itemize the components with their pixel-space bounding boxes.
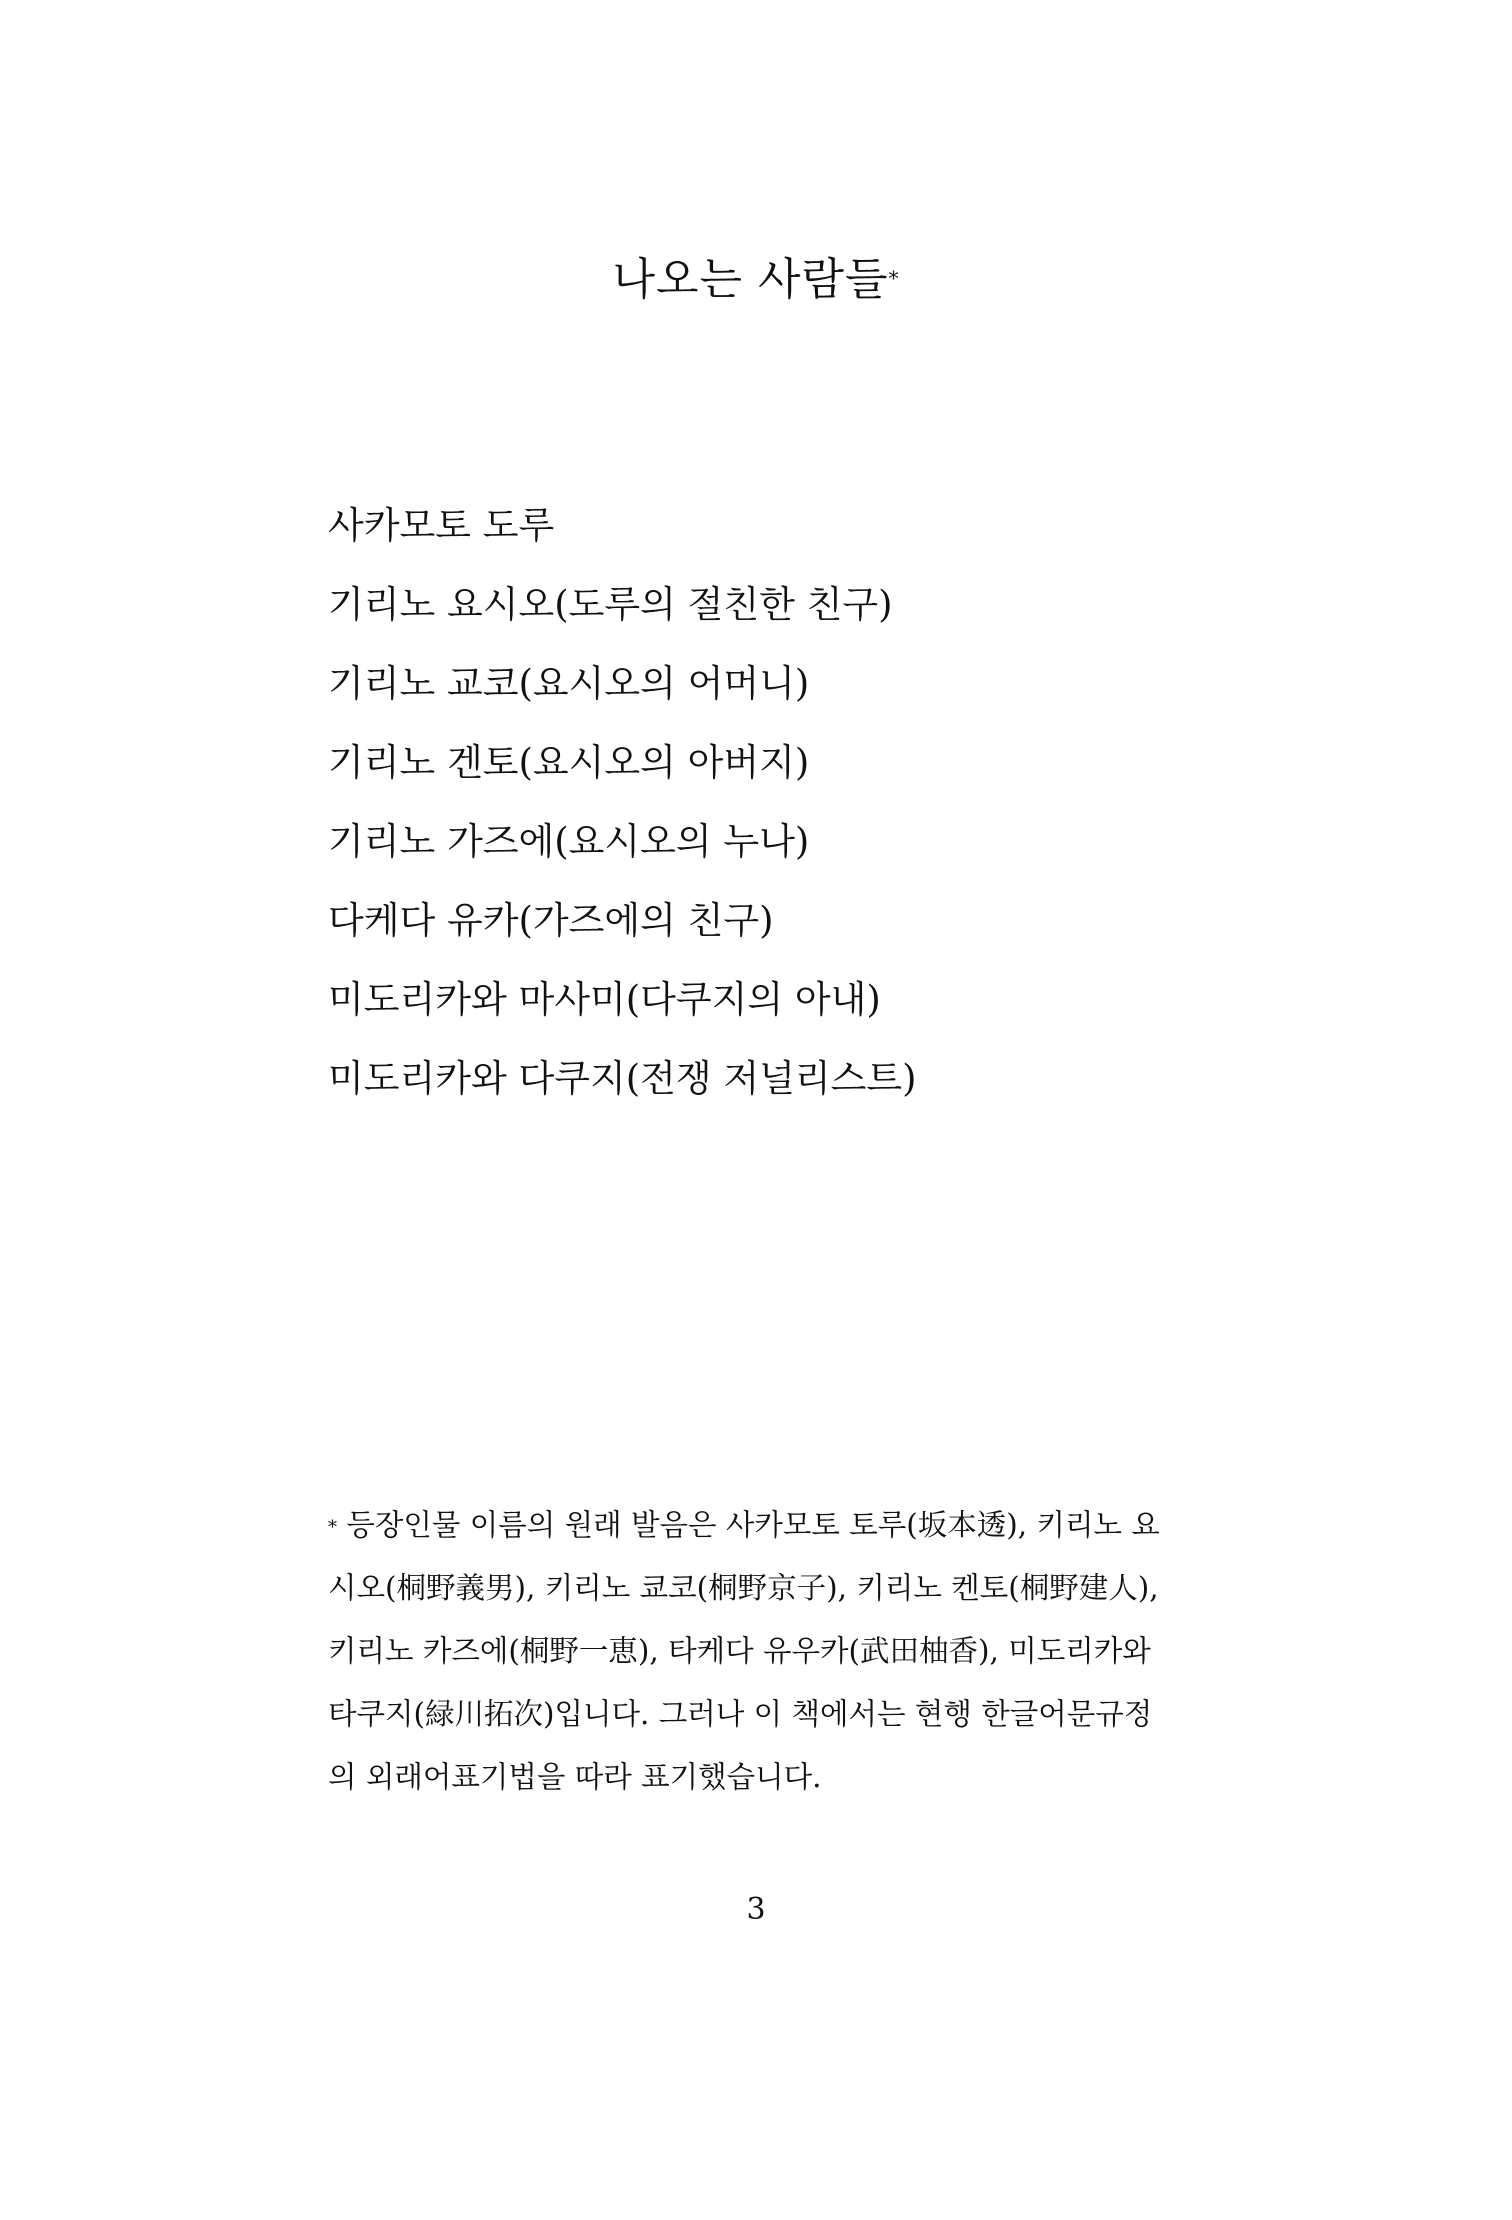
title-text: 나오는 사람들 — [612, 254, 889, 305]
footnote-line: 타쿠지(緑川拓次)입니다. 그러나 이 책에서는 현행 한글어문규정 — [328, 1697, 1153, 1731]
footnote-marker: * — [328, 1517, 337, 1538]
footnote-line: 시오(桐野義男), 키리노 쿄코(桐野京子), 키리노 켄토(桐野建人), — [328, 1571, 1159, 1605]
footnote-line: 의 외래어표기법을 따라 표기했습니다. — [328, 1760, 822, 1794]
page-title — [0, 250, 1512, 310]
character-entry: 미도리카와 다쿠지(전쟁 저널리스트) — [328, 1057, 917, 1100]
footnote-text: 등장인물 이름의 원래 발음은 사카모토 토루(坂本透), 키리노 요 — [337, 1508, 1160, 1542]
footnote-line: 키리노 카즈에(桐野一恵), 타케다 유우카(武田柚香), 미도리카와 — [328, 1634, 1151, 1668]
character-entry: 기리노 겐토(요시오의 아버지) — [328, 741, 810, 784]
page-number: 3 — [746, 1892, 766, 1927]
character-entry: 사카모토 도루 — [328, 504, 555, 547]
character-entry: 다케다 유카(가즈에의 친구) — [328, 899, 774, 942]
footnote — [328, 1494, 1242, 1809]
character-entry: 기리노 요시오(도루의 절친한 친구) — [328, 583, 893, 626]
character-list — [328, 486, 917, 1118]
title-footnote-marker: * — [888, 266, 900, 290]
character-entry: 미도리카와 마사미(다쿠지의 아내) — [328, 978, 881, 1021]
character-entry: 기리노 교코(요시오의 어머니) — [328, 662, 810, 705]
footnote-line — [328, 1494, 1242, 1557]
character-entry: 기리노 가즈에(요시오의 누나) — [328, 820, 810, 863]
